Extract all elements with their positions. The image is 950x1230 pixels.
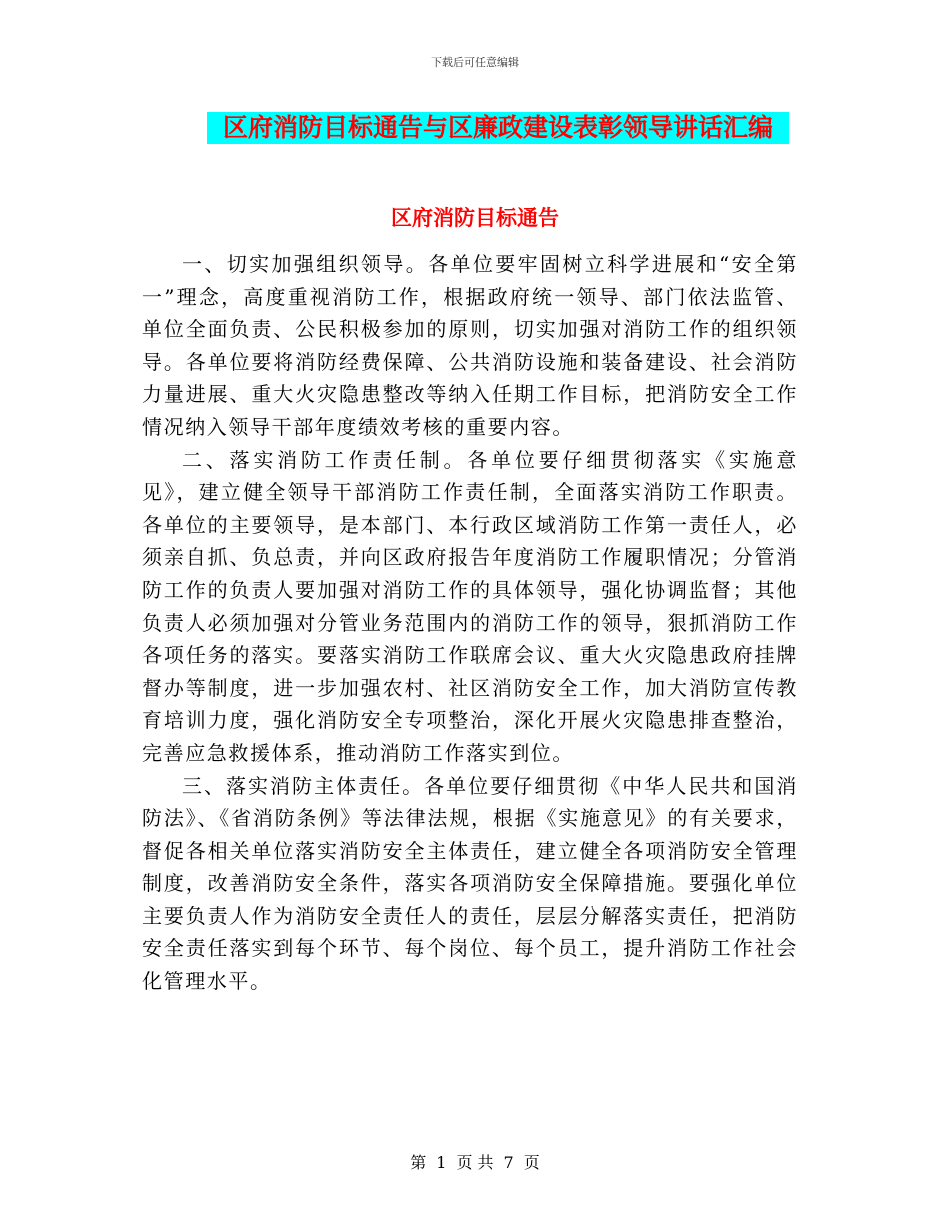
document-body xyxy=(142,248,798,998)
paragraph-1: 一、切实加强组织领导。各单位要牢固树立科学进展和“安全第一”理念，高度重视消防工作，根据政府统一领导、部门依法监管、单位全面负责、公民积极参加的原则，切实加强对消防工作的组织领导。各单位要将消防经费保障、公共消防设施和装备建设、社会消防力量进展、重大火灾隐患整改等纳入任期工作目标，把消防安全工作情况纳入领导干部年度绩效考核的重要内容。 xyxy=(142,252,798,439)
footer-suffix: 页 xyxy=(523,1153,540,1172)
main-title-container xyxy=(207,112,789,144)
footer-page-number: 1 xyxy=(436,1153,447,1172)
main-title: 区府消防目标通告与区廉政建设表彰领导讲话汇编 xyxy=(207,112,789,144)
footer-total-pages: 7 xyxy=(503,1153,514,1172)
paragraph-2: 二、落实消防工作责任制。各单位要仔细贯彻落实《实施意见》，建立健全领导干部消防工作责任制，全面落实消防工作职责。各单位的主要领导，是本部门、本行政区域消防工作第一责任人，必须亲自抓、负总责，并向区政府报告年度消防工作履职情况；分管消防工作的负责人要加强对消防工作的具体领导，强化协调监督；其他负责人必须加强对分管业务范围内的消防工作的领导，狠抓消防工作各项任务的落实。要落实消防工作联席会议、重大火灾隐患政府挂牌督办等制度，进一步加强农村、社区消防安全工作，加大消防宣传教育培训力度，强化消防安全专项整治，深化开展火灾隐患排查整治，完善应急救援体系，推动消防工作落实到位。 xyxy=(142,447,798,765)
page-footer xyxy=(0,1150,950,1173)
paragraph-3: 三、落实消防主体责任。各单位要仔细贯彻《中华人民共和国消防法》、《省消防条例》等法律法规，根据《实施意见》的有关要求，督促各相关单位落实消防安全主体责任，建立健全各项消防安全管理制度，改善消防安全条件，落实各项消防安全保障措施。要强化单位主要负责人作为消防安全责任人的责任，层层分解落实责任，把消防安全责任落实到每个环节、每个岗位、每个员工，提升消防工作社会化管理水平。 xyxy=(142,773,798,994)
footer-prefix: 第 xyxy=(410,1153,427,1172)
header-note: 下载后可任意编辑 xyxy=(431,56,519,69)
footer-middle: 页 共 xyxy=(456,1153,494,1172)
section-title: 区府消防目标通告 xyxy=(391,206,559,230)
